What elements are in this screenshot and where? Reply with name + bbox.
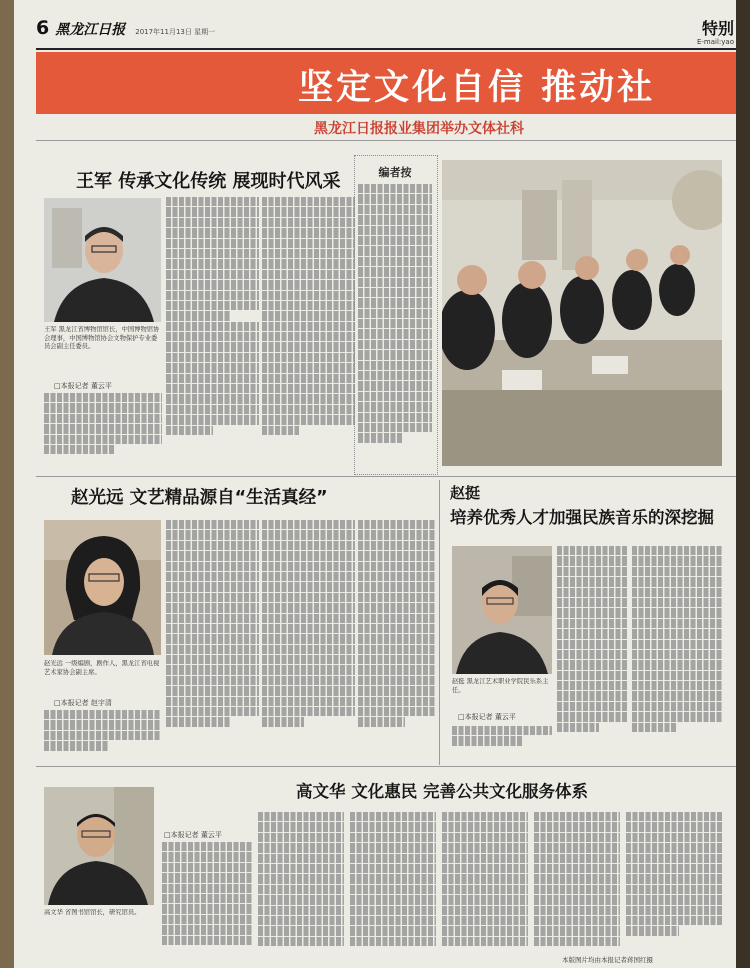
portrait-figure xyxy=(44,787,154,905)
section-divider xyxy=(36,766,736,767)
page-number: 6 xyxy=(36,17,50,39)
portrait-caption: 赵光远 一级编剧，剧作人，黑龙江省电视艺术家协会副主席。 xyxy=(44,660,160,676)
section-divider xyxy=(36,476,736,477)
meeting-scene xyxy=(442,160,722,466)
banner xyxy=(36,52,736,114)
section-email: E-mail:yao xyxy=(696,38,734,46)
article-body-text xyxy=(258,812,344,960)
page-folio xyxy=(36,17,215,39)
article-byline: □本报记者 赵宇清 xyxy=(54,699,112,707)
portrait-photo xyxy=(44,787,154,905)
article-body-text xyxy=(626,812,722,952)
article-headline-name: 赵挺 xyxy=(450,484,481,502)
section-title: 特别 xyxy=(701,19,734,38)
portrait-caption: 赵挺 黑龙江艺术职业学院民乐系主任。 xyxy=(452,678,549,694)
editor-note xyxy=(358,164,432,564)
article-body-text xyxy=(358,520,436,760)
article-body-text xyxy=(262,197,355,465)
column-divider xyxy=(439,480,440,765)
portrait-caption: 王军 黑龙江省博物馆馆长，中国博物馆协会理事，中国博物馆协会文物保护专业委员会副主任委员。 xyxy=(44,326,160,351)
portrait-photo xyxy=(452,546,552,674)
article-headline: 高文华 文化惠民 完善公共文化服务体系 xyxy=(296,782,588,801)
header-rule xyxy=(36,48,736,50)
article-body-text xyxy=(632,546,722,760)
article-byline: □本报记者 董云平 xyxy=(458,713,516,721)
article-body-text xyxy=(44,710,161,760)
article-body-text xyxy=(350,812,436,960)
editor-note-text xyxy=(358,184,432,474)
meeting-photo xyxy=(442,160,722,466)
article-body-text xyxy=(166,197,259,465)
portrait-caption: 高文华 省图书馆馆长，研究馆员。 xyxy=(44,909,141,916)
article-body-text xyxy=(534,812,620,960)
photo-credit: 本版图片均由本报记者蒋国红摄 xyxy=(562,956,653,964)
section-divider xyxy=(36,140,736,141)
article-byline: □本报记者 董云平 xyxy=(54,382,112,390)
article-headline: 培养优秀人才加强民族音乐的深挖掘 xyxy=(450,508,714,527)
article-body-text xyxy=(162,842,252,960)
date-line: 2017年11月13日 星期一 xyxy=(135,28,216,36)
article-body-text xyxy=(166,520,259,760)
table-edge xyxy=(736,0,750,968)
article-body-text xyxy=(557,546,627,760)
article-headline: 王军 传承文化传统 展现时代风采 xyxy=(76,171,341,192)
article-body-text xyxy=(452,726,552,760)
article-body-text xyxy=(44,393,162,459)
banner-subtitle: 黑龙江日报报业集团举办文体社科 xyxy=(314,121,524,137)
article-body-text xyxy=(442,812,528,960)
article-body-text xyxy=(262,520,355,760)
article-byline: □本报记者 董云平 xyxy=(164,831,222,839)
portrait-photo xyxy=(44,520,161,655)
portrait-photo xyxy=(44,198,161,322)
portrait-figure xyxy=(452,546,552,674)
portrait-figure xyxy=(44,520,161,655)
article-headline: 赵光远 文艺精品源自“生活真经” xyxy=(71,488,328,508)
newspaper-page xyxy=(14,0,736,968)
editor-note-title: 编者按 xyxy=(378,166,412,179)
newspaper-name: 黑龙江日报 xyxy=(55,22,126,38)
portrait-figure xyxy=(44,198,161,322)
banner-title: 坚定文化自信 推动社 xyxy=(298,68,656,108)
